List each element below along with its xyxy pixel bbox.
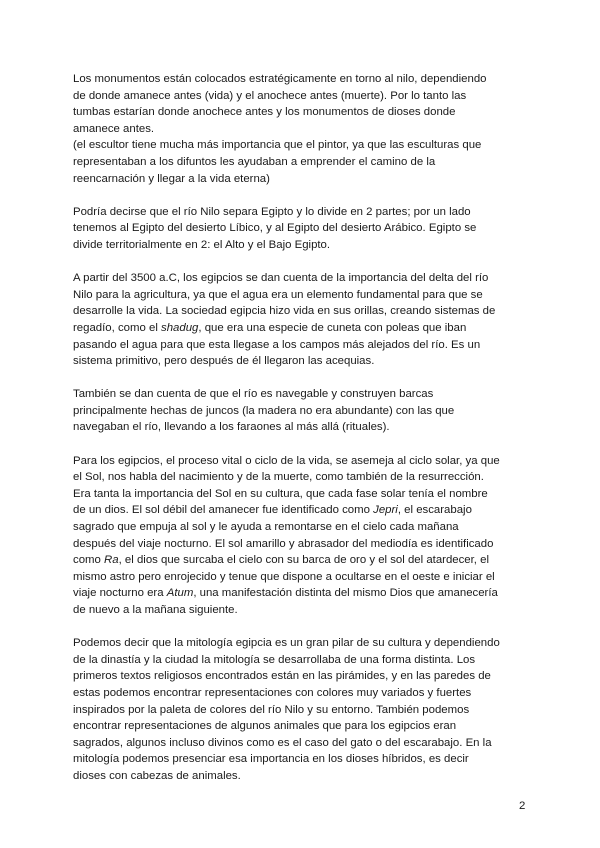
paragraph [73, 635, 531, 784]
italic-term: Atum [166, 587, 194, 600]
paragraph [73, 270, 531, 370]
paragraph [73, 71, 531, 187]
text-line: Los monumentos están colocados estratégicamente en torno al nilo, dependiendo [73, 73, 487, 85]
text-line: Nilo para la agricultura, ya que el agua era un elemento fundamental para que se [73, 288, 483, 301]
text-line: (el escultor tiene mucha más importancia que el pintor, ya que las esculturas que [73, 139, 482, 152]
text-line: mitología podemos presenciar esa importancia en los dioses híbridos, es decir [73, 753, 469, 766]
text-line: después del viaje nocturno. El sol amarillo y abrasador del mediodía es identificado [73, 537, 494, 550]
text-line: de un dios. El sol débil del amanecer fue identificado como Jepri, el escarabajo [73, 504, 472, 517]
text-line: A partir del 3500 a.C, los egipcios se dan cuenta de la importancia del delta del río [73, 272, 489, 285]
text-line: reencarnación y llegar a la vida eterna) [73, 172, 270, 185]
text-line: tumbas estarían donde anochece antes y los monumentos de dioses donde [73, 106, 456, 119]
text-line: encontrar representaciones de algunos animales que para los egipcios eran [73, 720, 457, 733]
text-line: navegaban el río, llevando a los faraones al más allá (rituales). [73, 421, 390, 434]
text-line: inspirados por la paleta de colores del río Nilo y su entorno. También podemos [73, 703, 470, 716]
page-number: 2 [519, 800, 526, 812]
document-body [73, 71, 531, 801]
text-line: de donde amanece antes (vida) y el anochece antes (muerte). Por lo tanto las [73, 89, 467, 102]
text-line: de la dinastía y la ciudad la mitología se desarrollaba de una forma distinta. Los [73, 653, 476, 666]
text-line: sistema primitivo, pero después de él llegaron las acequias. [73, 355, 375, 368]
text-line: Era tanta la importancia del Sol en su cultura, que cada fase solar tenía el nombre [73, 487, 488, 500]
text-line: desarrolle la vida. La sociedad egipcia hizo vida en sus orillas, creando sistemas de [73, 305, 496, 318]
text-line: sagrados, algunos incluso divinos como es el caso del gato o del escarabajo. En la [73, 736, 492, 749]
paragraph [73, 204, 531, 254]
text-line: el Sol, nos habla del nacimiento y de la muerte, como también de la resurrección. [73, 471, 484, 484]
text-line: tenemos al Egipto del desierto Líbico, y al Egipto del desierto Arábico. Egipto se [73, 222, 477, 235]
text-line: principalmente hechas de juncos (la madera no era abundante) con las que [73, 404, 455, 417]
text-line: Podría decirse que el río Nilo separa Egipto y lo divide en 2 partes; por un lado [73, 205, 471, 218]
italic-term: Jepri [373, 504, 398, 517]
paragraph [73, 453, 531, 619]
text-line: También se dan cuenta de que el río es navegable y construyen barcas [73, 388, 434, 401]
text-line: Para los egipcios, el proceso vital o ciclo de la vida, se asemeja al ciclo solar, ya que [73, 454, 500, 467]
text-line: viaje nocturno era Atum, una manifestación distinta del mismo Dios que amanecería [73, 587, 498, 600]
text-line: regadío, como el shadug, que era una especie de cuneta con poleas que iban [73, 321, 467, 334]
text-line: dioses con cabezas de animales. [73, 769, 241, 782]
text-line: mismo astro pero enrojecido y tenue que dispone a ocultarse en el oeste e iniciar el [73, 570, 495, 583]
text-line: primeros textos religiosos encontrados están en las pirámides, y en las paredes de [73, 670, 491, 683]
text-line: de nuevo a la mañana siguiente. [73, 604, 238, 616]
text-line: como Ra, el dios que surcaba el cielo con su barca de oro y el sol del atardecer, el [73, 554, 490, 567]
text-line: sagrado que empuja al sol y le ayuda a remontarse en el cielo cada mañana [73, 521, 459, 534]
italic-term: shadug [161, 321, 199, 334]
italic-term: Ra [104, 554, 119, 567]
text-line: pasando el agua para que esta llegase a los campos más alejados del río. Es un [73, 338, 481, 351]
text-line: divide territorialmente en 2: el Alto y el Bajo Egipto. [73, 238, 331, 251]
text-line: amanece antes. [73, 122, 155, 135]
text-line: Podemos decir que la mitología egipcia es un gran pilar de su cultura y dependiendo [73, 637, 500, 650]
paragraph [73, 386, 531, 436]
text-line: estas podemos encontrar representaciones con colores muy variados y fuertes [73, 686, 472, 699]
text-line: representaban a los difuntos les ayudaban a emprender el camino de la [73, 155, 436, 168]
